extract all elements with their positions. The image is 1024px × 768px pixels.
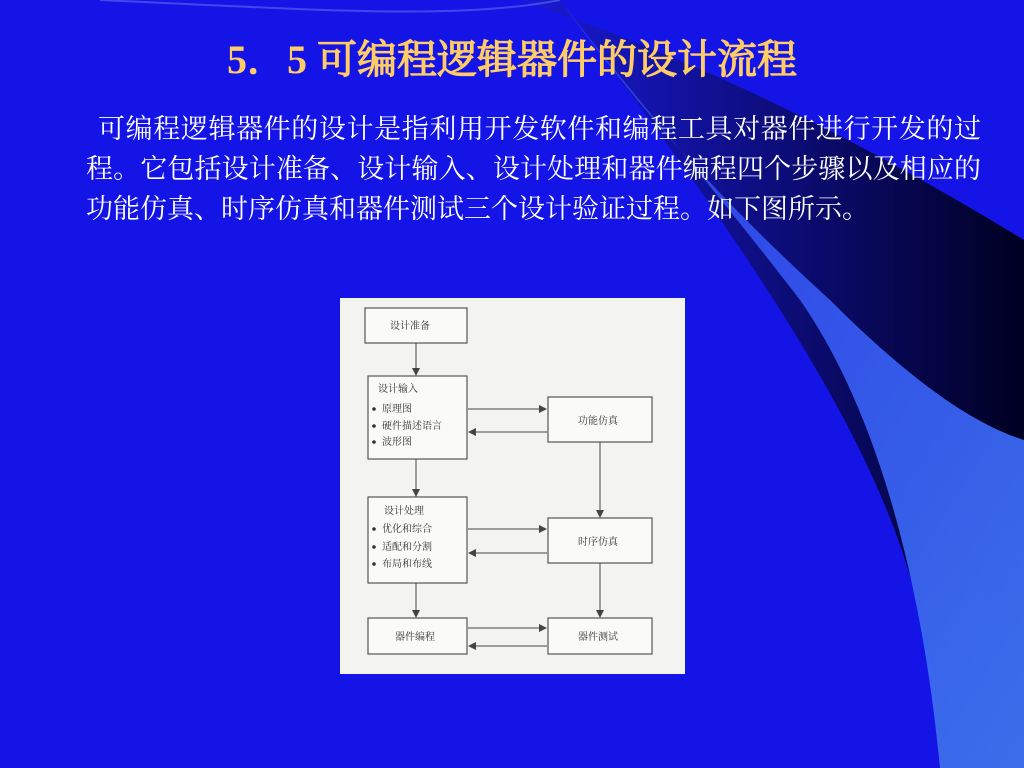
design-process-box: [368, 497, 467, 583]
slide-title: 5．5 可编程逻辑器件的设计流程: [227, 37, 797, 82]
func-sim-box: [548, 397, 652, 442]
timing-sim-box: [548, 518, 652, 563]
design-input-box: [368, 376, 467, 459]
design-process-item: 优化和综合: [382, 524, 432, 535]
func-sim-label: 功能仿真: [578, 416, 618, 427]
design-input-title: 设计输入: [378, 384, 418, 395]
timing-sim-label: 时序仿真: [578, 537, 618, 548]
device-test-box: [548, 618, 652, 654]
slide-body-text: 可编程逻辑器件的设计是指利用开发软件和编程工具对器件进行开发的过程。它包括设计准备、设计输入、设计处理和器件编程四个步骤以及相应的功能仿真、时序仿真和器件测试三个设计验证过程。如下图所示。: [86, 114, 981, 225]
design-prep-box: [365, 308, 467, 343]
design-input-item: 原理图: [382, 404, 412, 415]
design-input-item: 硬件描述语言: [382, 421, 442, 432]
design-flow-diagram: [340, 298, 685, 674]
device-program-label: 器件编程: [395, 632, 435, 643]
design-process-item: 适配和分割: [382, 542, 432, 553]
design-prep-label: 设计准备: [390, 321, 430, 332]
design-input-item: 波形图: [382, 437, 412, 448]
device-program-box: [368, 618, 467, 654]
device-test-label: 器件测试: [578, 632, 618, 643]
design-process-title: 设计处理: [384, 506, 424, 517]
design-process-item: 布局和布线: [382, 559, 432, 570]
